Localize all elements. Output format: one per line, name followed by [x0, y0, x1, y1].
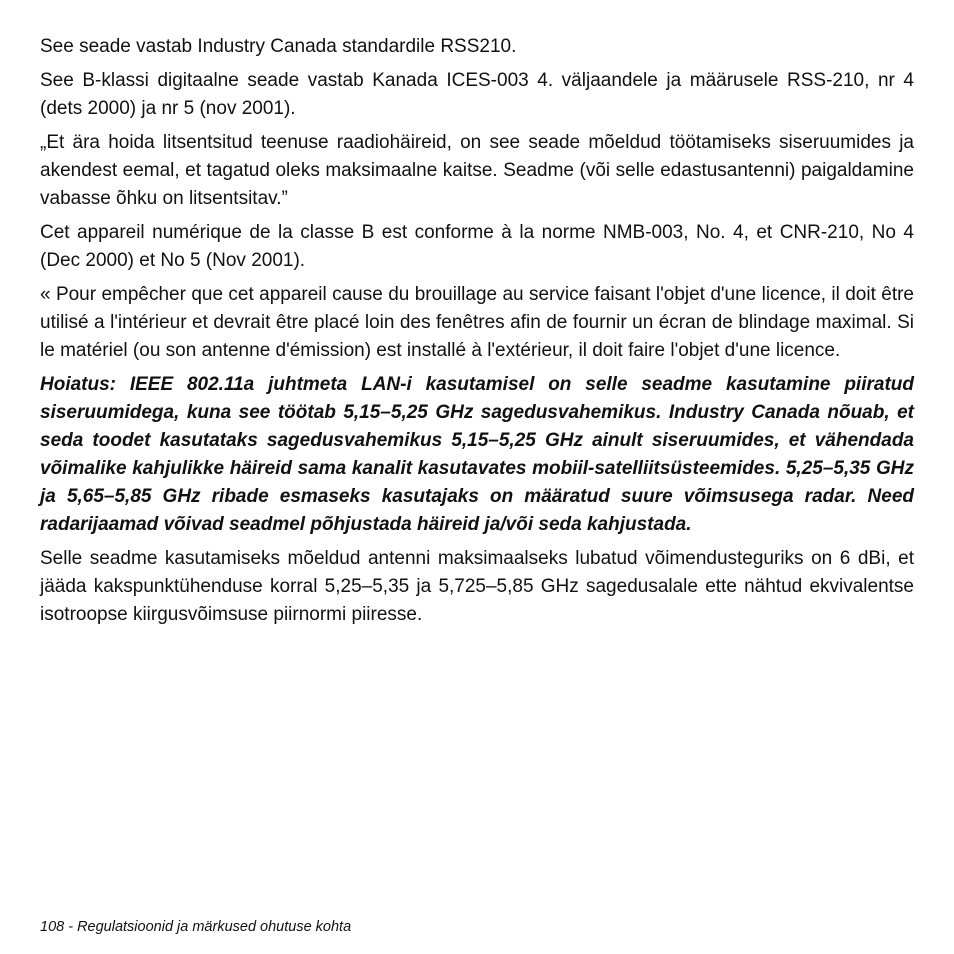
- paragraph-license-estonian: „Et ära hoida litsentsitud teenuse raadiohäireid, on see seade mõeldud töötamiseks siseruumides ja akendest eemal, et tagatud oleks maksimaalne kaitse. Seadme (või selle edastusantenni) paigaldamine vabasse õhku on litsentsitav.”: [40, 132, 914, 209]
- paragraph-license-french: « Pour empêcher que cet appareil cause du brouillage au service faisant l'objet d'une licence, il doit être utilisé a l'intérieur et devrait être placé loin des fenêtres afin de fournir un écran de blindage maximal. Si le matériel (ou son antenne d'émission) est installé à l'extérieur, il doit faire l'objet d'une licence.: [40, 284, 914, 361]
- paragraph-ices003: See B-klassi digitaalne seade vastab Kanada ICES-003 4. väljaandele ja määrusele RSS-210, nr 4 (dets 2000) ja nr 5 (nov 2001).: [40, 70, 914, 119]
- page-footer: 108 - Regulatsioonid ja märkused ohutuse kohta: [40, 919, 352, 935]
- paragraph-nmb003-french: Cet appareil numérique de la classe B est conforme à la norme NMB-003, No. 4, et CNR-210, No 4 (Dec 2000) et No 5 (Nov 2001).: [40, 222, 914, 271]
- paragraph-antenna-gain: Selle seadme kasutamiseks mõeldud antenni maksimaalseks lubatud võimendusteguriks on 6 dBi, et jääda kakspunktühenduse korral 5,25–5,35 ja 5,725–5,85 GHz sagedusalale ette nähtud ekvivalentse isotroopse kiirgusvõimsuse piirnormi piiresse.: [40, 548, 914, 625]
- page-content: [40, 33, 914, 635]
- paragraph-warning: Hoiatus: IEEE 802.11a juhtmeta LAN-i kasutamisel on selle seadme kasutamine piiratud siseruumidega, kuna see töötab 5,15–5,25 GHz sagedusvahemikus. Industry Canada nõuab, et seda toodet kasutataks sagedusvahemikus 5,15–5,25 GHz ainult siseruumides, et vähendada võimalike kahjulikke häireid sama kanalit kasutavates mobiil-satelliitsüsteemides. 5,25–5,35 GHz ja 5,65–5,85 GHz ribade esmaseks kasutajaks on määratud suure võimsusega radar. Need radarijaamad võivad seadmel põhjustada häireid ja/või seda kahjustada.: [40, 374, 914, 535]
- paragraph-rss210: See seade vastab Industry Canada standardile RSS210.: [40, 36, 517, 57]
